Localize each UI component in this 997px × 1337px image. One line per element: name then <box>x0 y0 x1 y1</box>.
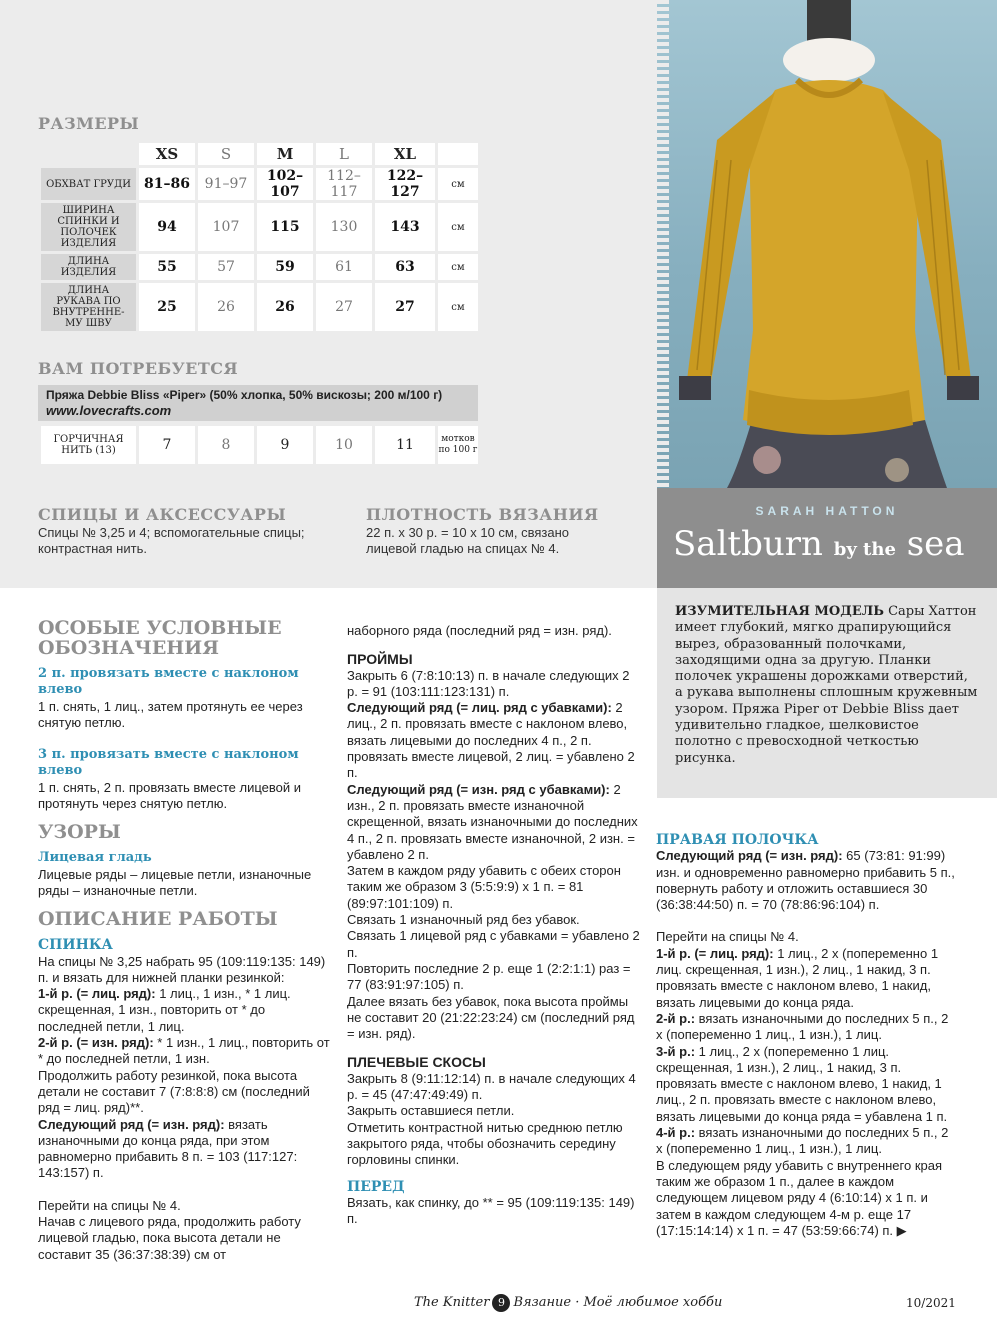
product-photo <box>657 0 997 488</box>
size-col-l: L <box>316 143 372 165</box>
row-label: ШИРИНА СПИНКИ И ПОЛОЧЕК ИЗДЕЛИЯ <box>41 203 136 251</box>
row-label: ДЛИНА ИЗДЕЛИЯ <box>41 254 136 280</box>
shoulders-heading: ПЛЕЧЕВЫЕ СКОСЫ <box>347 1054 486 1071</box>
row-label: ДЛИНА РУКАВА ПО ВНУТРЕННЕ-МУ ШВУ <box>41 283 136 331</box>
armholes-heading: ПРОЙМЫ <box>347 651 413 668</box>
needles-text: Спицы № 3,25 и 4; вспомогательные спицы; контрастная нить. <box>38 525 305 556</box>
column-2: наборного ряда (последний ряд = изн. ряд). ПРОЙМЫ Закрыть 6 (7:8:10:13) п. в начале следующих 2 р. = 91 (103:111:123:131) п. Следующий ряд (= лиц. ряд с убавками): 2 лиц., 2 п. провязать вместе с наклоном влево, вязать лицевыми до последних 4 п., 2 п. провязать вместе лицевой, 2 лиц. = убавлено 2 п. Следующий ряд (= изн. ряд с убавками): 2 изн., 2 п. провязать вместе изнаночной скрещенной, вязать изнаночными до последних 4 п., 2 п. провязать вместе изнаночной, 2 изн. = убавлено 2 п. Затем в каждом ряду убавить с обеих сторон таким же образом 3 (5:5:9:9) х 1 п. = 81 (89:97:101:109) п. Связать 1 изнаночный ряд без убавок. Связать 1 лицевой ряд с убавками = убавлено 2 п. Повторить последние 2 р. еще 1 (2:2:1:1) раз = 77 (83:91:97:105) п. Далее вязать без убавок, пока высота проймы не составит 20 (21:22:23:24) см (последний ряд = изн. ряд). ПЛЕЧЕВЫЕ СКОСЫ Закрыть 8 (9:11:12:14) п. в начале следующих 4 р. = 45 (47:47:49:49) п. Закрыть оставшиеся петли. Отметить контрастной нитью среднюю петлю закрытого ряда, чтобы обозначить середину горловины спинки. ПЕРЕД Вязать, как спинку, до ** = 95 (109:119:135: 149) п. <box>347 623 642 1227</box>
yarn-quantity-table: ГОРЧИЧНАЯ НИТЬ (13) 7 8 9 10 11 мотков по 100 г <box>38 423 481 467</box>
size-col-xs: XS <box>139 143 195 165</box>
page-footer <box>0 1290 997 1320</box>
size-col-xl: XL <box>375 143 435 165</box>
sweater-illustration <box>657 0 997 488</box>
column-1: ОСОБЫЕ УСЛОВНЫЕ ОБОЗНАЧЕНИЯ 2 п. провязать вместе с наклоном влево 1 п. снять, 1 лиц., затем протянуть ее через снятую петлю. 3 п. провязать вместе с наклоном влево 1 п. снять, 2 п. провязать вместе лицевой и протянуть через снятую петлю. УЗОРЫ Лицевая гладь Лицевые ряды – лицевые петли, изнаночные ряды – изнаночные петли. ОПИСАНИЕ РАБОТЫ СПИНКА На спицы № 3,25 набрать 95 (109:119:135: 149) п. и вязать для нижней планки резинкой: 1-й р. (= лиц. ряд): 1 лиц., 1 изн., * 1 лиц. скрещенная, 1 изн., повторить от * до последней петли, 1 лиц. 2-й р. (= изн. ряд): * 1 изн., 1 лиц., повторить от * до последней петли, 1 изн. Продолжить работу резинкой, пока высота детали не составит 7 (7:8:8:8) см (последний ряд = лиц. ряд)**. Следующий ряд (= изн. ряд): вязать изнаночными до конца ряда, при этом равномерно прибавить 8 п. = 103 (117:127: 143:157) п. Перейти на спицы № 4. Начав с лицевого ряда, продолжить работу лицевой гладью, пока высота детали не составит 35 (36:37:38:39) см от <box>38 612 333 1263</box>
sizes-heading: РАЗМЕРЫ <box>38 114 140 133</box>
sizes-table: XS S M L XL ОБХВАТ ГРУДИ 81–86 91–97 102–107 112–117 122–127 см ШИРИНА СПИНКИ И ПОЛОЧЕК ИЗДЕЛИЯ 94 107 115 130 143 см ДЛИНА ИЗДЕЛИЯ 55 57 59 61 63 см ДЛИНА РУКАВА ПО ВНУТРЕННЕ-МУ ШВУ 25 26 26 27 27 см <box>38 140 481 334</box>
row-label: ОБХВАТ ГРУДИ <box>41 168 136 200</box>
pattern-title-box <box>657 488 997 588</box>
intro-text: ИЗУМИТЕЛЬНАЯ МОДЕЛЬ Сары Хаттон имеет глубокий, мягко драпирующийся вырез, образованный полочками, заходящими одна за другую. Планки полочек украшены дорожками отверстий, а рукава выполнены сплошным кружевным узором. Пряжа Piper от Debbie Bliss дает удивительно гладкое, шелковистое полотно с превосходной четкостью рисунка. <box>657 588 997 798</box>
gauge-text: 22 п. х 30 р. = 10 х 10 см, связано лицевой гладью на спицах № 4. <box>366 525 569 556</box>
gauge-heading: ПЛОТНОСТЬ ВЯЗАНИЯ <box>366 505 599 524</box>
designer-name: SARAH HATTON <box>755 504 899 518</box>
magazine-name: The Knitter 9 Вязание · Моё любимое хобби <box>414 1295 723 1310</box>
size-col-m: M <box>257 143 313 165</box>
issue-date: 10/2021 <box>906 1296 956 1310</box>
needles-heading: СПИЦЫ И АКСЕССУАРЫ <box>38 505 287 524</box>
size-col-s: S <box>198 143 254 165</box>
yarn-link: www.lovecrafts.com <box>46 403 172 418</box>
patterns-heading: УЗОРЫ <box>38 821 121 844</box>
right-front-heading: ПРАВАЯ ПОЛОЧКА <box>656 832 819 848</box>
yarn-color-label: ГОРЧИЧНАЯ НИТЬ (13) <box>41 426 136 464</box>
pattern-title: Saltburn by the sea <box>673 524 965 564</box>
back-heading: СПИНКА <box>38 937 113 954</box>
yarn-description: Пряжа Debbie Bliss «Piper» (50% хлопка, 50% вискозы; 200 м/100 г) www.lovecrafts.com <box>38 385 478 421</box>
page-number: 9 <box>492 1294 510 1312</box>
materials-heading: ВАМ ПОТРЕБУЕТСЯ <box>38 359 239 378</box>
column-3: ПРАВАЯ ПОЛОЧКА Следующий ряд (= изн. ряд): 65 (73:81: 91:99) изн. и одновременно равномерно прибавить 5 п., повернуть работу и отложить оставшиеся 30 (36:38:44:50) п. = 70 (78:86:96:104) п. Перейти на спицы № 4. 1-й р. (= лиц. ряд): 1 лиц., 2 х (попеременно 1 лиц. скрещенная, 1 изн.), 2 лиц., 1 накид, 3 п. провязать вместе с наклоном влево, 1 накид, вязать лицевыми до конца ряда. 2-й р.: вязать изнаночными до последних 5 п., 2 х (попеременно 1 лиц., 1 изн.), 1 лиц. 3-й р.: 1 лиц., 2 х (попеременно 1 лиц. скрещенная, 1 изн.), 2 лиц., 1 накид, 3 п. провязать вместе с наклоном влево, 1 накид, 1 лиц., 2 п. провязать вместе с наклоном влево, вязать лицевыми до конца ряда = убавлена 1 п. 4-й р.: вязать изнаночными до последних 5 п., 2 х (попеременно 1 лиц., 1 изн.), 1 лиц. В следующем ряду убавить с внутреннего края таким же образом 1 п., далее в каждом следующем лицевом ряду 4 (6:10:14) х 1 п. и затем в каждом следующем 4-м р. еще 17 (17:15:14:14) х 1 п. = 47 (53:59:66:74) п. ▶ <box>656 832 955 1238</box>
special-abbrev-heading: ОСОБЫЕ УСЛОВНЫЕ ОБОЗНАЧЕНИЯ <box>38 617 282 659</box>
work-description-heading: ОПИСАНИЕ РАБОТЫ <box>38 908 278 931</box>
front-heading: ПЕРЕД <box>347 1178 405 1195</box>
